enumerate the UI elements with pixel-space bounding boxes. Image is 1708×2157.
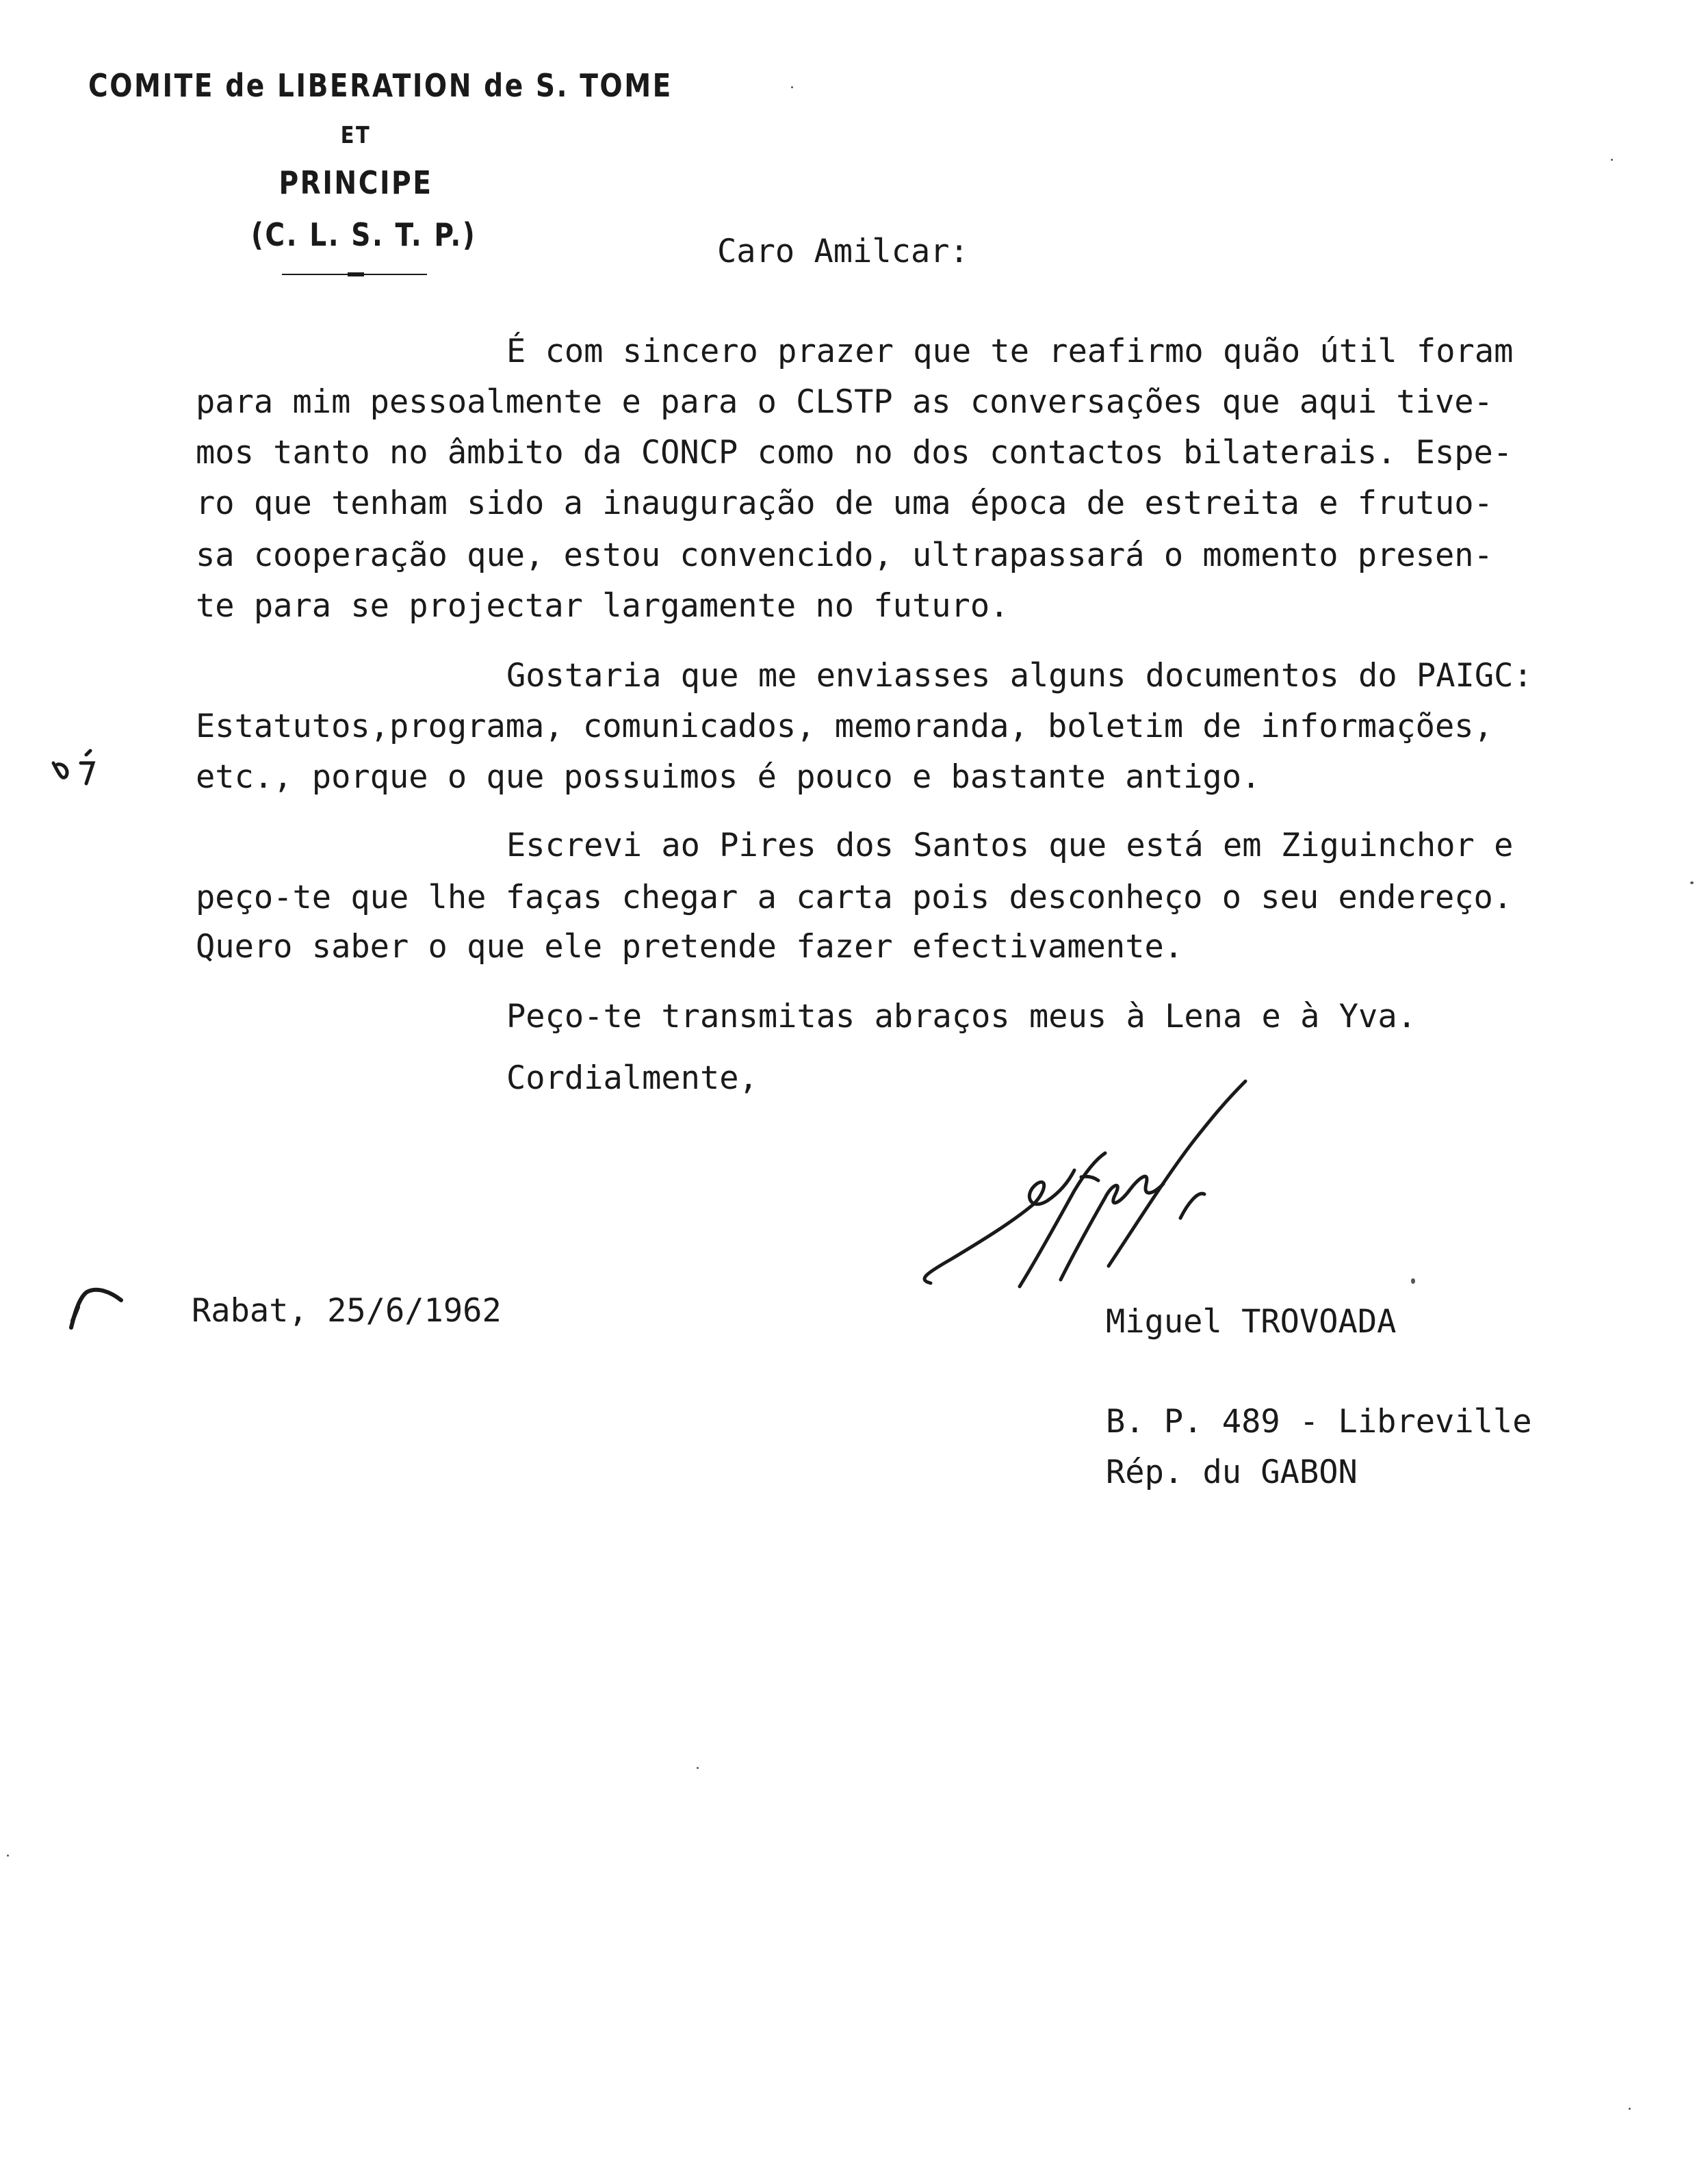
letterhead-region: PRINCIPE	[279, 164, 433, 201]
paragraph2-line: Estatutos,programa, comunicados, memoranda, boletim de informações,	[196, 708, 1493, 745]
place-and-date: Rabat, 25/6/1962	[192, 1292, 502, 1330]
paper-speck	[1690, 881, 1694, 884]
margin-hook-mark	[63, 1280, 131, 1334]
paper-speck	[697, 1767, 699, 1769]
handwritten-signature	[910, 1074, 1266, 1307]
paper-speck	[1411, 1278, 1415, 1284]
letterhead-conjunction: ET	[340, 122, 372, 149]
paragraph1-line: te para se projectar largamente no futuro.	[196, 587, 1009, 625]
paper-speck	[1629, 2108, 1631, 2110]
paragraph1-line: ro que tenham sido a inauguração de uma época de estreita e frutuo-	[196, 485, 1493, 522]
paper-speck	[7, 1855, 9, 1857]
paper-speck	[1611, 159, 1613, 161]
letterhead-organization: COMITE de LIBERATION de S. TOME	[88, 67, 673, 104]
address-line: B. P. 489 - Libreville	[1106, 1403, 1532, 1441]
paragraph4: Peço-te transmitas abraços meus à Lena e à Yva.	[506, 998, 1416, 1035]
paper-speck	[791, 86, 793, 88]
paragraph1-line: mos tanto no âmbito da CONCP como no dos contactos bilaterais. Espe-	[196, 434, 1513, 472]
paragraph3-line: Quero saber o que ele pretende fazer efectivamente.	[196, 928, 1184, 966]
paragraph3-line: Escrevi ao Pires dos Santos que está em Ziguinchor e	[506, 827, 1514, 864]
letterhead-acronym: (C. L. S. T. P.)	[251, 216, 477, 253]
paragraph3-line: peço-te que lhe faças chegar a carta pois desconheço o seu endereço.	[196, 879, 1513, 916]
paragraph2-line: etc., porque o que possuimos é pouco e bastante antigo.	[196, 758, 1261, 796]
paragraph1-line: para mim pessoalmente e para o CLSTP as conversações que aqui tive-	[196, 383, 1493, 421]
signer-name: Miguel TROVOADA	[1106, 1303, 1397, 1341]
letterhead-rule-mark	[348, 272, 364, 276]
paragraph1-line: sa cooperação que, estou convencido, ultrapassará o momento presen-	[196, 537, 1493, 574]
margin-annotation-mark	[47, 742, 108, 790]
salutation: Caro Amilcar:	[717, 233, 969, 270]
closing: Cordialmente,	[506, 1059, 758, 1097]
address-line: Rép. du GABON	[1106, 1454, 1358, 1491]
paragraph2-line: Gostaria que me enviasses alguns documentos do PAIGC:	[506, 657, 1533, 695]
paragraph1-line: É com sincero prazer que te reafirmo quão útil foram	[506, 333, 1514, 370]
